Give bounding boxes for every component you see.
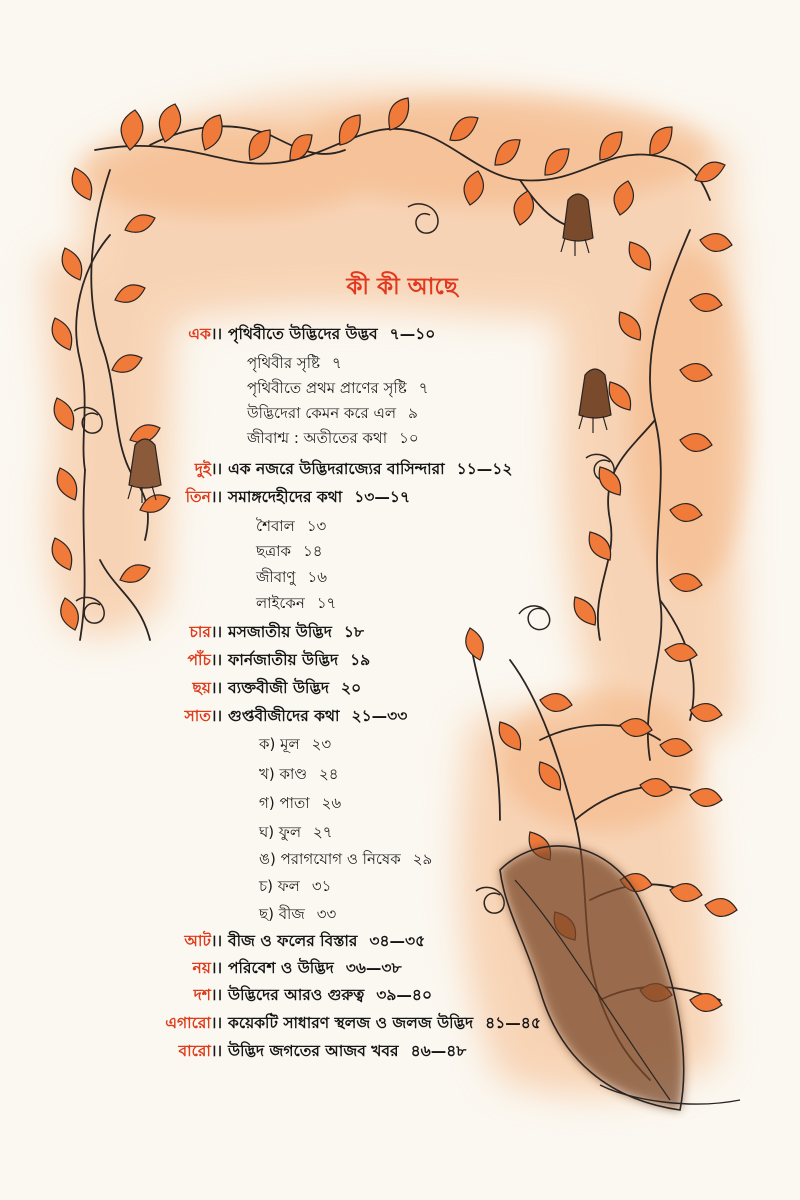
chapter-title: বীজ ও ফলের বিস্তার ৩৪—৩৫ (228, 932, 426, 950)
toc-chapter-10[interactable] (0, 983, 800, 1007)
toc-chapter-9[interactable] (0, 956, 800, 980)
toc-chapter-11[interactable] (0, 1011, 800, 1035)
chapter-label: এক।। (188, 325, 222, 343)
chapter-title: সমাঙ্গদেহীদের কথা ১৩—১৭ (228, 488, 411, 506)
toc-entry-1-1[interactable] (0, 351, 800, 375)
page-title: কী কী আছে (346, 274, 458, 300)
chapter-label: সাত।। (184, 707, 222, 725)
chapter-title: মসজাতীয় উদ্ভিদ ১৮ (228, 623, 364, 641)
entry-title: ছ) বীজ ৩৩ (259, 905, 337, 923)
toc-entry-7-6[interactable] (0, 874, 800, 898)
chapter-label: বারো।। (178, 1042, 222, 1060)
chapter-title: ব্যক্তবীজী উদ্ভিদ ২০ (228, 679, 362, 697)
chapter-title: পরিবেশ ও উদ্ভিদ ৩৬—৩৮ (228, 959, 402, 977)
chapter-title: উদ্ভিদের আরও গুরুত্ব ৩৯—৪০ (228, 986, 433, 1004)
toc-entry-1-3[interactable] (0, 401, 800, 425)
entry-title: ঙ) পরাগযোগ ও নিষেক ২৯ (259, 850, 433, 868)
chapter-label: পাঁচ।। (187, 651, 222, 669)
entry-title: পৃথিবীতে প্রথম প্রাণের সৃষ্টি ৭ (247, 379, 429, 397)
entry-title: লাইকেন ১৭ (256, 594, 337, 612)
chapter-label: দশ।। (193, 986, 222, 1004)
chapter-label: এগারো।। (165, 1014, 222, 1032)
toc-chapter-12[interactable] (0, 1039, 800, 1063)
chapter-label: নয়।। (192, 959, 222, 977)
entry-title: শৈবাল ১৩ (256, 517, 327, 535)
toc-chapter-5[interactable] (0, 648, 800, 672)
toc-entry-3-2[interactable] (0, 539, 800, 563)
entry-title: পৃথিবীর সৃষ্টি ৭ (247, 354, 342, 372)
chapter-label: চার।। (189, 623, 222, 641)
entry-title: ক) মূল ২৩ (259, 735, 332, 753)
toc-chapter-2[interactable] (0, 457, 800, 481)
entry-title: ঘ) ফুল ২৭ (259, 823, 333, 841)
chapter-title: পৃথিবীতে উদ্ভিদের উদ্ভব ৭—১০ (228, 325, 436, 343)
toc-chapter-8[interactable] (0, 929, 800, 953)
chapter-title: গুপ্তবীজীদের কথা ২১—৩৩ (228, 707, 408, 725)
toc-entry-1-2[interactable] (0, 376, 800, 400)
toc-entry-1-4[interactable] (0, 426, 800, 450)
toc-chapter-6[interactable] (0, 676, 800, 700)
chapter-title: ফার্নজাতীয় উদ্ভিদ ১৯ (228, 651, 371, 669)
toc-chapter-4[interactable] (0, 620, 800, 644)
toc-chapter-1[interactable] (0, 322, 800, 346)
toc-entry-3-1[interactable] (0, 514, 800, 538)
toc-entry-3-3[interactable] (0, 565, 800, 589)
chapter-title: কয়েকটি সাধারণ স্থলজ ও জলজ উদ্ভিদ ৪১—৪৫ (228, 1014, 541, 1032)
chapter-label: ছয়।। (192, 679, 222, 697)
toc-entry-7-1[interactable] (0, 732, 800, 756)
toc-chapter-3[interactable] (0, 485, 800, 509)
chapter-label: তিন।। (185, 488, 222, 506)
chapter-title: এক নজরে উদ্ভিদরাজ্যের বাসিন্দারা ১১—১২ (228, 460, 513, 478)
chapter-title: উদ্ভিদ জগতের আজব খবর ৪৬—৪৮ (228, 1042, 467, 1060)
toc-entry-7-4[interactable] (0, 820, 800, 844)
entry-title: গ) পাতা ২৬ (259, 794, 342, 812)
entry-title: চ) ফল ৩১ (259, 877, 332, 895)
toc-entry-7-2[interactable] (0, 762, 800, 786)
toc-entry-7-7[interactable] (0, 902, 800, 926)
entry-title: খ) কাণ্ড ২৪ (259, 765, 339, 783)
chapter-label: আট।। (184, 932, 222, 950)
toc-entry-7-5[interactable] (0, 847, 800, 871)
entry-title: জীবাণু ১৬ (256, 568, 327, 586)
entry-title: উদ্ভিদেরা কেমন করে এল ৯ (247, 404, 418, 422)
entry-title: জীবাশ্ম : অতীতের কথা ১০ (247, 429, 419, 447)
toc-entry-7-3[interactable] (0, 791, 800, 815)
entry-title: ছত্রাক ১৪ (256, 542, 323, 560)
toc-entry-3-4[interactable] (0, 591, 800, 615)
toc-chapter-7[interactable] (0, 704, 800, 728)
chapter-label: দুই।। (194, 460, 222, 478)
